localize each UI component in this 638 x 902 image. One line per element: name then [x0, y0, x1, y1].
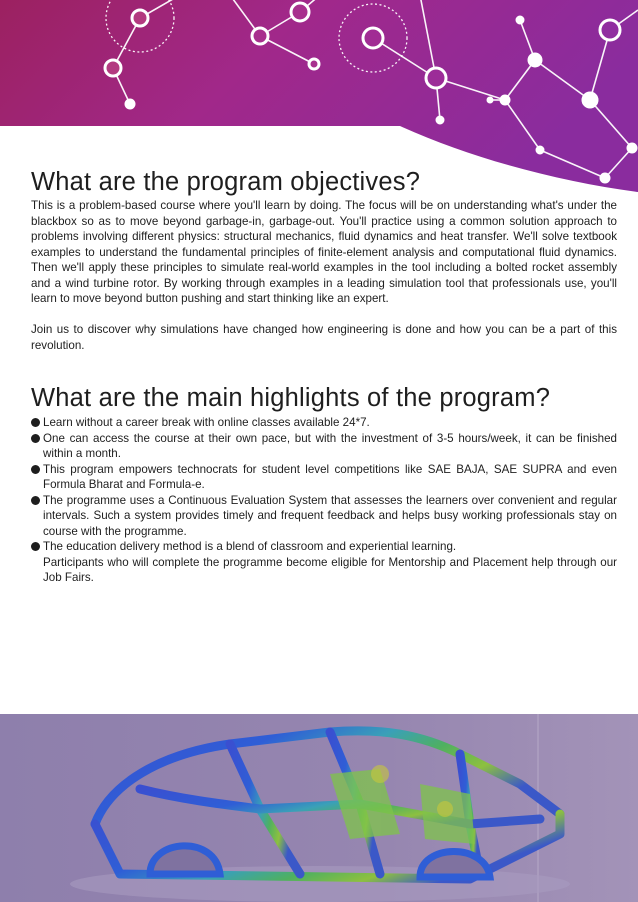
list-item: The education delivery method is a blend of classroom and experiential learning. Participants who will complete the programme become eligible for Mentorship and Placement help through our Job Fairs. [31, 539, 617, 586]
bullet-icon [31, 496, 40, 505]
after-bullets-text: Participants who will complete the programme become eligible for Mentorship and Placement help through our Job Fairs. [43, 555, 617, 584]
car-chassis-simulation-image [0, 714, 638, 902]
list-item: One can access the course at their own pace, but with the investment of 3-5 hours/week, it can be finished within a month. [31, 431, 617, 462]
bullet-icon [31, 434, 40, 443]
objectives-heading: What are the program objectives? [31, 168, 421, 196]
highlights-list [31, 415, 617, 586]
highlights-heading: What are the main highlights of the program? [31, 384, 551, 412]
content-area [31, 166, 617, 586]
bullet-icon [31, 542, 40, 551]
list-item: The programme uses a Continuous Evaluation System that assesses the learners over convenient and regular intervals. Such a system provides timely and frequent feedback and helps busy working professionals stay on course with the programme. [31, 493, 617, 540]
banner-shape [0, 0, 638, 192]
join-paragraph: Join us to discover why simulations have changed how engineering is done and how you can be a part of this revolution. [31, 323, 617, 352]
list-item: This program empowers technocrats for student level competitions like SAE BAJA, SAE SUPRA and even Formula Bharat and Formula-e. [31, 462, 617, 493]
list-item: Learn without a career break with online classes available 24*7. [31, 415, 617, 431]
bullet-icon [31, 465, 40, 474]
objectives-paragraph: This is a problem-based course where you'll learn by doing. The focus will be on understanding what's under the blackbox so as to move beyond garbage-in, garbage-out. You'll practice using a common solution approach to problems involving different physics: structural mechanics, fluid dynamics and heat transfer. We'll solve textbook examples to understand the fundamental principles of finite-element analysis and computational fluid dynamics. Then we'll apply these principles to simulate real-world examples in the tool including a bolted rocket assembly and a wind turbine rotor. By working through examples in a leading simulation tool that professionals use, you'll learn to move beyond button pushing and start thinking like an expert. [31, 199, 617, 305]
bullet-icon [31, 418, 40, 427]
